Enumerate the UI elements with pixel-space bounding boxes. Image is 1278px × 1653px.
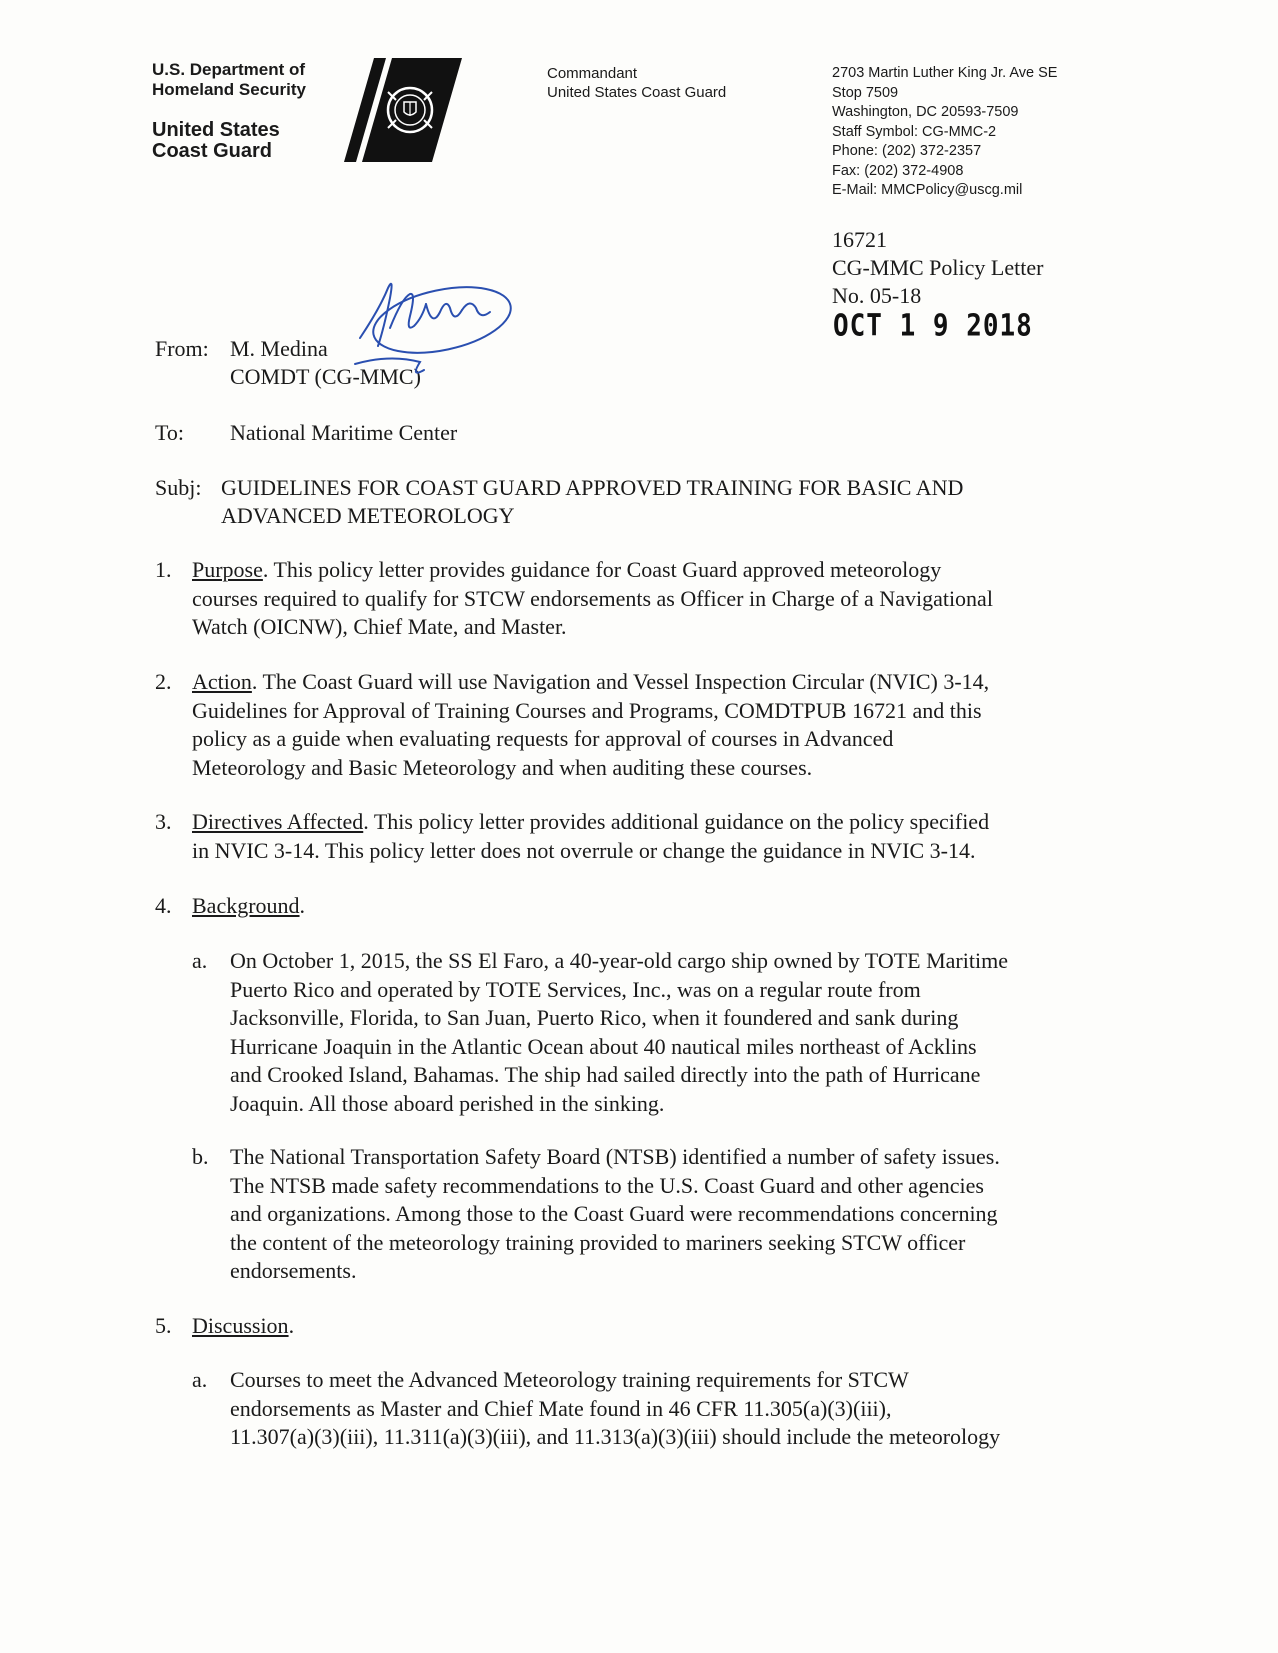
paragraph-line: The NTSB made safety recommendations to the U.S. Coast Guard and other agencies [230, 1172, 984, 1198]
reference-block [832, 226, 1043, 310]
address-street: 2703 Martin Luther King Jr. Ave SE [832, 65, 1058, 81]
letter-type: CG-MMC Policy Letter [832, 255, 1044, 280]
from-label: From: [155, 336, 209, 361]
heading-period: . [288, 1313, 295, 1338]
subparagraph-label: a. [192, 948, 208, 973]
address-city: Washington, DC 20593-7509 [832, 104, 1019, 120]
section-heading: Directives Affected [192, 809, 364, 834]
paragraph-line: endorsements as Master and Chief Mate found in 46 CFR 11.305(a)(3)(iii), [230, 1395, 892, 1421]
date-stamp: OCT 1 9 2018 [833, 309, 1033, 344]
subject-line-2: ADVANCED METEOROLOGY [221, 503, 515, 528]
paragraph-line: endorsements. [230, 1258, 357, 1283]
paragraph-number: 1. [155, 557, 172, 582]
paragraph-line: and Crooked Island, Bahamas. The ship had sailed directly into the path of Hurricane [230, 1062, 981, 1087]
paragraph-line: Courses to meet the Advanced Meteorology training requirements for STCW [230, 1367, 909, 1392]
subject-label: Subj: [155, 475, 202, 500]
staff-symbol: Staff Symbol: CG-MMC-2 [832, 123, 997, 140]
paragraph-line: Puerto Rico and operated by TOTE Services, Inc., was on a regular route from [230, 976, 921, 1002]
to-label: To: [155, 420, 185, 445]
address-block [832, 64, 1057, 201]
agency-line-2: Coast Guard [152, 140, 273, 162]
paragraph-number: 5. [155, 1313, 172, 1338]
fax: Fax: (202) 372-4908 [832, 162, 964, 179]
paragraph-line: On October 1, 2015, the SS El Faro, a 40-year-old cargo ship owned by TOTE Maritime [230, 948, 1008, 973]
paragraph-line: Jacksonville, Florida, to San Juan, Puerto Rico, when it foundered and sank during [230, 1005, 959, 1030]
letter-number: No. 05-18 [832, 283, 922, 308]
paragraph-number: 4. [155, 893, 172, 918]
subparagraph-label: a. [192, 1367, 208, 1392]
paragraph-line: in NVIC 3-14. This policy letter does not overrule or change the guidance in NVIC 3-14. [192, 837, 976, 863]
coast-guard-emblem-icon [322, 58, 462, 162]
address-stop: Stop 7509 [832, 84, 899, 101]
agency-name [152, 120, 280, 162]
from-name: M. Medina [230, 336, 328, 361]
paragraph-line: . This policy letter provides guidance for Coast Guard approved meteorology [262, 557, 942, 582]
office-block [547, 64, 726, 102]
subject-value [221, 474, 1121, 530]
department-line-1: U.S. Department of [152, 60, 306, 79]
office-line-1: Commandant [547, 65, 638, 82]
paragraph-number: 2. [155, 669, 172, 694]
paragraph-number: 3. [155, 809, 172, 834]
signature-icon [350, 268, 520, 398]
department-name [152, 60, 306, 100]
department-line-2: Homeland Security [152, 80, 306, 99]
paragraph-line: courses required to qualify for STCW endorsements as Officer in Charge of a Navigational [192, 585, 993, 611]
section-heading: Background [192, 893, 300, 918]
email: E-Mail: MMCPolicy@uscg.mil [832, 182, 1023, 198]
paragraph-line: the content of the meteorology training provided to mariners seeking STCW officer [230, 1229, 966, 1255]
phone: Phone: (202) 372-2357 [832, 143, 982, 159]
subject-line-1: GUIDELINES FOR COAST GUARD APPROVED TRAINING FOR BASIC AND [221, 475, 964, 500]
paragraph-line: . This policy letter provides additional guidance on the policy specified [363, 809, 990, 834]
heading-period: . [299, 893, 306, 918]
paragraph-line: Meteorology and Basic Meteorology and when auditing these courses. [192, 754, 813, 780]
paragraph-line: Hurricane Joaquin in the Atlantic Ocean about 40 nautical miles northeast of Acklins [230, 1033, 977, 1059]
paragraph-line: The National Transportation Safety Board (NTSB) identified a number of safety issues. [230, 1144, 1000, 1169]
to-value: National Maritime Center [230, 420, 458, 445]
paragraph-line: . The Coast Guard will use Navigation and Vessel Inspection Circular (NVIC) 3-14, [251, 669, 990, 694]
section-heading: Action [192, 669, 252, 694]
agency-line-1: United States [152, 119, 280, 141]
paragraph-line: Guidelines for Approval of Training Courses and Programs, COMDTPUB 16721 and this [192, 697, 982, 723]
ssic: 16721 [832, 227, 887, 252]
section-heading: Purpose [192, 557, 263, 582]
subparagraph-label: b. [192, 1144, 209, 1169]
paragraph-line: policy as a guide when evaluating requests for approval of courses in Advanced [192, 726, 894, 751]
from-office: COMDT (CG-MMC) [230, 364, 421, 389]
paragraph-line: Joaquin. All those aboard perished in the sinking. [230, 1090, 665, 1116]
paragraph-line: and organizations. Among those to the Coast Guard were recommendations concerning [230, 1201, 998, 1226]
paragraph-line: Watch (OICNW), Chief Mate, and Master. [192, 614, 567, 639]
section-heading: Discussion [192, 1313, 289, 1338]
office-line-2: United States Coast Guard [547, 84, 727, 101]
paragraph-line: 11.307(a)(3)(iii), 11.311(a)(3)(iii), and 11.313(a)(3)(iii) should include the meteorology [230, 1424, 1001, 1449]
